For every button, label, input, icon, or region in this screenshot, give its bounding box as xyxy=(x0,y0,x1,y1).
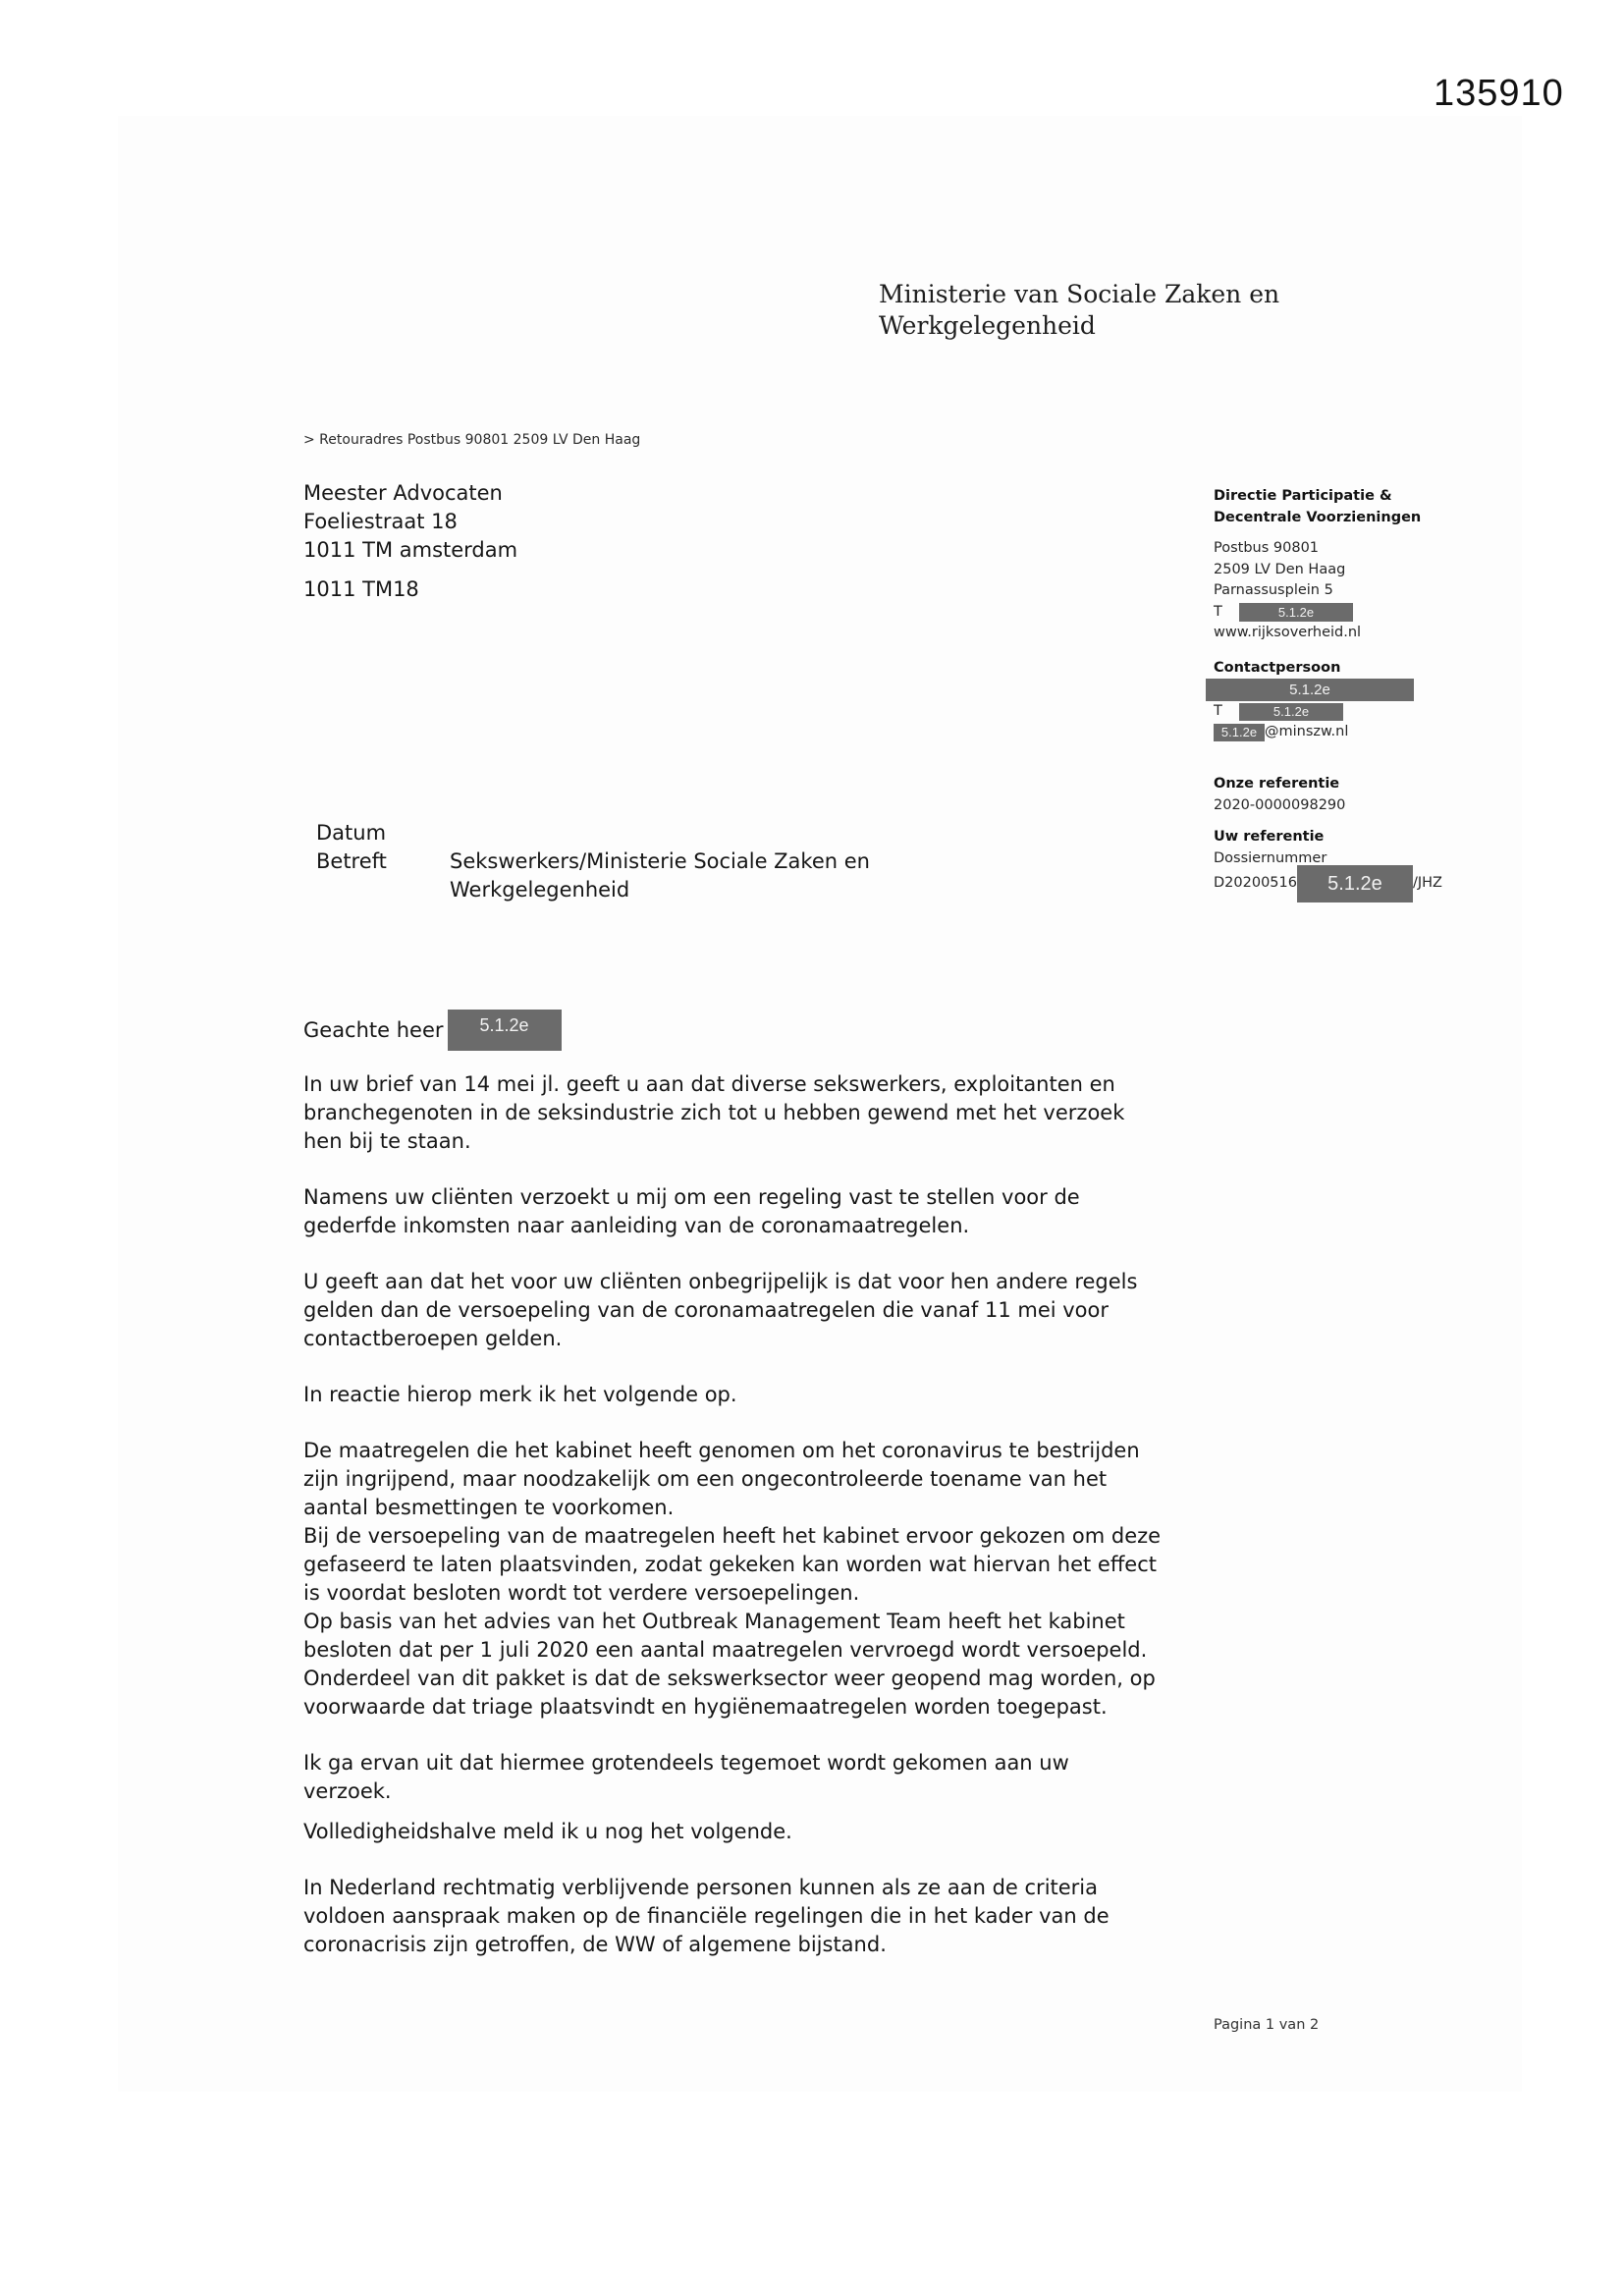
letter-body xyxy=(303,1070,1217,1987)
redaction-box: 5.1.2e xyxy=(1239,603,1353,622)
phone-prefix: T xyxy=(1214,603,1222,620)
recipient-line: Foeliestraat 18 xyxy=(303,510,458,533)
street: Parnassusplein 5 xyxy=(1214,582,1333,598)
body-line: verzoek. xyxy=(303,1779,392,1803)
our-reference-label: Onze referentie xyxy=(1214,776,1340,792)
subject-line: Werkgelegenheid xyxy=(450,878,630,902)
date-label: Datum xyxy=(316,821,387,845)
body-line: aantal besmettingen te voorkomen. xyxy=(303,1496,675,1519)
recipient-address xyxy=(303,479,517,565)
recipient-extra-line: 1011 TM18 xyxy=(303,577,419,601)
dossier-row xyxy=(1214,865,1442,902)
email-suffix: @minszw.nl xyxy=(1265,724,1349,739)
body-paragraph xyxy=(303,1874,1217,1959)
postbus: Postbus 90801 xyxy=(1214,540,1320,556)
body-paragraph xyxy=(303,1070,1217,1156)
body-line: zijn ingrijpend, maar noodzakelijk om een ongecontroleerde toename van het xyxy=(303,1467,1108,1491)
body-line: gelden dan de versoepeling van de coronamaatregelen die vanaf 11 mei voor xyxy=(303,1298,1110,1322)
date-row xyxy=(316,819,870,847)
our-reference-value: 2020-0000098290 xyxy=(1214,796,1346,813)
website-link[interactable]: www.rijksoverheid.nl xyxy=(1214,625,1362,640)
body-line: Op basis van het advies van het Outbreak Management Team heeft het kabinet xyxy=(303,1610,1125,1633)
subject-label: Betreft xyxy=(316,849,387,873)
redaction-box: 5.1.2e xyxy=(1214,724,1265,741)
letter-meta xyxy=(316,819,870,904)
body-line: coronacrisis zijn getroffen, de WW of algemene bijstand. xyxy=(303,1933,887,1956)
redaction-box: 5.1.2e xyxy=(1297,865,1413,902)
return-address: > Retouradres Postbus 90801 2509 LV Den Haag xyxy=(303,432,641,448)
body-line: Ik ga ervan uit dat hiermee grotendeels tegemoet wordt gekomen aan uw xyxy=(303,1751,1069,1775)
contact-label: Contactpersoon xyxy=(1214,660,1341,676)
contact-name-redaction xyxy=(1206,679,1414,701)
sidebar-your-reference xyxy=(1214,827,1326,869)
redaction-box: 5.1.2e xyxy=(1239,703,1343,721)
redaction-box: 5.1.2e xyxy=(1206,679,1414,701)
dossier-suffix: /JHZ xyxy=(1412,875,1442,892)
body-line: voldoen aanspraak maken op de financiële regelingen die in het kader van de xyxy=(303,1904,1110,1928)
sidebar-postal xyxy=(1214,538,1361,644)
recipient-line: 1011 TM amsterdam xyxy=(303,538,518,562)
directorate-line: Directie Participatie & xyxy=(1214,488,1392,504)
body-line: voorwaarde dat triage plaatsvindt en hygiënemaatregelen worden toegepast. xyxy=(303,1695,1108,1719)
body-line: U geeft aan dat het voor uw cliënten onbegrijpelijk is dat voor hen andere regels xyxy=(303,1270,1138,1293)
body-line: besloten dat per 1 juli 2020 een aantal maatregelen vervroegd wordt versoepeld. xyxy=(303,1638,1148,1662)
ministry-line: Ministerie van Sociale Zaken en xyxy=(879,280,1280,308)
body-line: Bij de versoepeling van de maatregelen heeft het kabinet ervoor gekozen om deze xyxy=(303,1524,1162,1548)
salutation xyxy=(303,1010,562,1051)
body-line: In Nederland rechtmatig verblijvende personen kunnen als ze aan de criteria xyxy=(303,1876,1099,1899)
body-paragraph xyxy=(303,1818,1217,1846)
sidebar-directorate xyxy=(1214,486,1421,528)
sidebar-our-reference xyxy=(1214,774,1345,816)
body-line: hen bij te staan. xyxy=(303,1129,471,1153)
contact-phone-row xyxy=(1214,701,1343,723)
subject-row xyxy=(316,847,870,904)
page-number: Pagina 1 van 2 xyxy=(1214,2017,1320,2033)
body-line: is voordat besloten wordt tot verdere versoepelingen. xyxy=(303,1581,860,1605)
body-paragraph xyxy=(303,1749,1217,1806)
body-line: branchegenoten in de seksindustrie zich tot u hebben gewend met het verzoek xyxy=(303,1101,1125,1124)
body-line: gederfde inkomsten naar aanleiding van de coronamaatregelen. xyxy=(303,1214,970,1237)
salutation-text: Geachte heer xyxy=(303,1018,444,1042)
contact-email-row xyxy=(1214,722,1348,743)
body-line: De maatregelen die het kabinet heeft genomen om het coronavirus te bestrijden xyxy=(303,1439,1140,1462)
body-line: contactberoepen gelden. xyxy=(303,1327,563,1350)
ministry-header xyxy=(879,279,1279,342)
phone-row xyxy=(1214,602,1361,624)
body-line: gefaseerd te laten plaatsvinden, zodat gekeken kan worden wat hiervan het effect xyxy=(303,1553,1157,1576)
phone-prefix: T xyxy=(1214,703,1222,719)
dossier-prefix: D20200516 xyxy=(1214,875,1297,892)
body-line: Namens uw cliënten verzoekt u mij om een regeling vast te stellen voor de xyxy=(303,1185,1080,1209)
body-paragraph xyxy=(303,1381,1217,1409)
postcode: 2509 LV Den Haag xyxy=(1214,561,1346,577)
body-line: In uw brief van 14 mei jl. geeft u aan dat diverse sekswerkers, exploitanten en xyxy=(303,1072,1115,1096)
sidebar-contact xyxy=(1214,658,1340,680)
subject-line: Sekswerkers/Ministerie Sociale Zaken en xyxy=(450,849,870,873)
redaction-box: 5.1.2e xyxy=(448,1010,562,1051)
your-reference-label: Uw referentie xyxy=(1214,829,1325,845)
ministry-line: Werkgelegenheid xyxy=(879,311,1096,340)
subject-value xyxy=(450,847,870,904)
body-paragraph xyxy=(303,1268,1217,1353)
body-line: Volledigheidshalve meld ik u nog het volgende. xyxy=(303,1820,792,1843)
directorate-line: Decentrale Voorzieningen xyxy=(1214,509,1422,525)
dossier-label: Dossiernummer xyxy=(1214,849,1327,866)
recipient-line: Meester Advocaten xyxy=(303,481,503,505)
body-line: Onderdeel van dit pakket is dat de sekswerksector weer geopend mag worden, op xyxy=(303,1667,1156,1690)
body-line: In reactie hierop merk ik het volgende op. xyxy=(303,1383,737,1406)
document-number: 135910 xyxy=(1434,73,1564,114)
body-paragraph xyxy=(303,1437,1217,1722)
body-paragraph xyxy=(303,1183,1217,1240)
